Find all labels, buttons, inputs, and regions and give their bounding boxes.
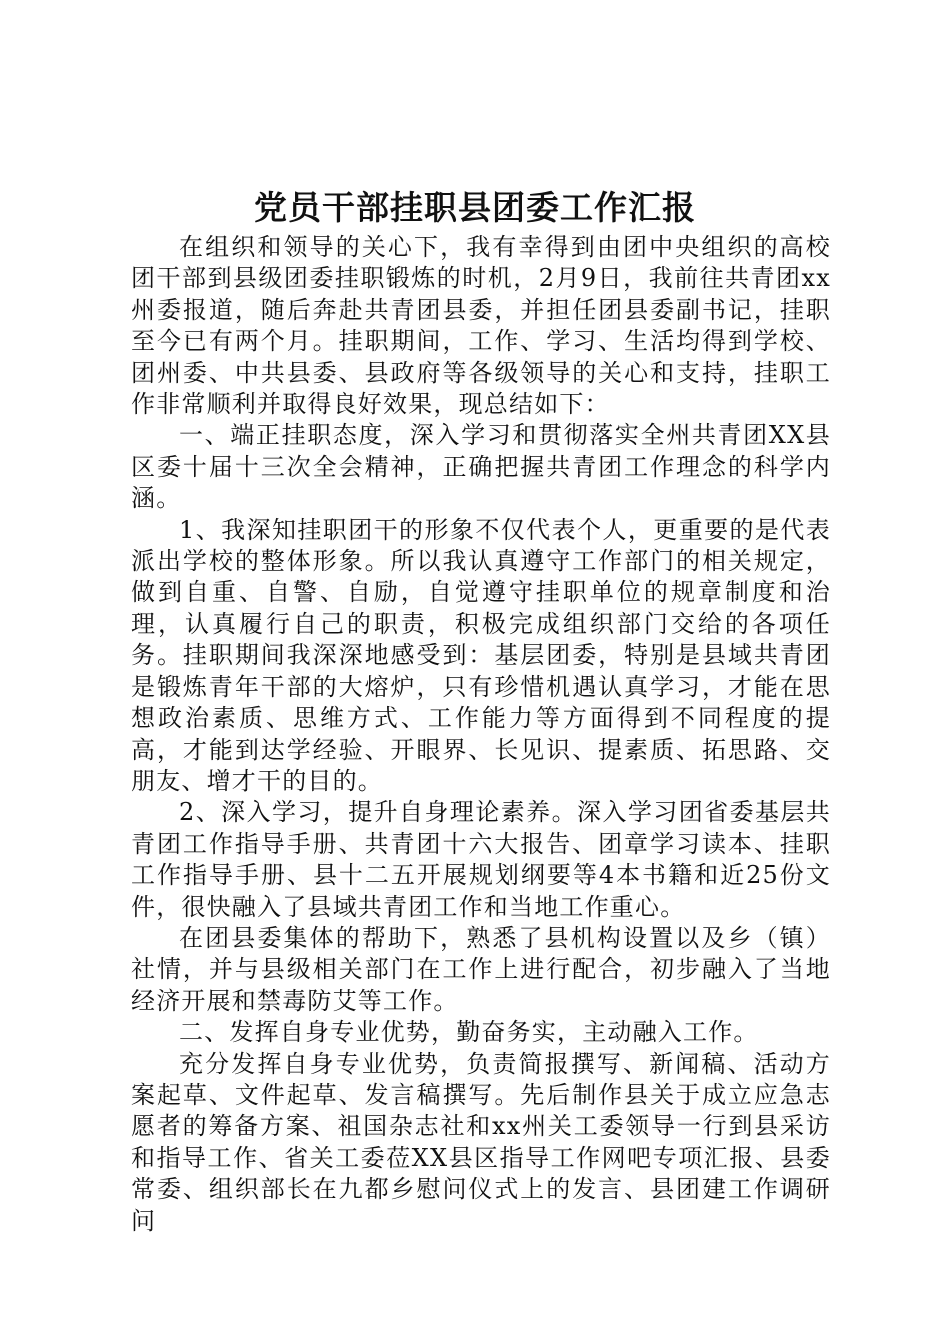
paragraph-intro: 在组织和领导的关心下，我有幸得到由团中央组织的高校团干部到县级团委挂职锻炼的时机，2月9日，我前往共青团xx州委报道，随后奔赴共青团县委，并担任团县委副书记，挂职至今已有两个月。挂职期间，工作、学习、生活均得到学校、团州委、中共县委、县政府等各级领导的关心和支持，挂职工作非常顺利并取得良好效果，现总结如下： [131,233,831,419]
paragraph-professional-work: 充分发挥自身专业优势，负责简报撰写、新闻稿、活动方案起草、文件起草、发言稿撰写。先后制作县关于成立应急志愿者的筹备方案、祖国杂志社和xx州关工委领导一行到县采访和指导工作、省关工委莅XX县区指导工作网吧专项汇报、县委常委、组织部长在九都乡慰问仪式上的发言、县团建工作调研问 [131,1049,831,1235]
paragraph-section-one-heading: 一、端正挂职态度，深入学习和贯彻落实全州共青团XX县区委十届十三次全会精神，正确把握共青团工作理念的科学内涵。 [131,421,831,513]
paragraph-item-two: 2、深入学习，提升自身理论素养。深入学习团省委基层共青团工作指导手册、共青团十六大报告、团章学习读本、挂职工作指导手册、县十二五开展规划纲要等4本书籍和近25份文件，很快融入了县域共青团工作和当地工作重心。 [131,798,831,921]
paragraph-item-one: 1、我深知挂职团干的形象不仅代表个人，更重要的是代表派出学校的整体形象。所以我认真遵守工作部门的相关规定，做到自重、自警、自励，自觉遵守挂职单位的规章制度和治理，认真履行自己的职责，积极完成组织部门交给的各项任务。挂职期间我深深地感受到：基层团委，特别是县域共青团是锻炼青年干部的大熔炉，只有珍惜机遇认真学习，才能在思想政治素质、思维方式、工作能力等方面得到不同程度的提高，才能到达学经验、开眼界、长见识、提素质、拓思路、交朋友、增才干的目的。 [131,515,831,795]
paragraph-section-two-heading: 二、发挥自身专业优势，勤奋务实，主动融入工作。 [179,1018,759,1047]
document-body [131,232,831,1237]
paragraph-county-familiarization: 在团县委集体的帮助下，熟悉了县机构设置以及乡（镇）社情，并与县级相关部门在工作上进行配合，初步融入了当地经济开展和禁毒防艾等工作。 [131,923,831,1015]
document-title: 党员干部挂职县团委工作汇报 [254,188,696,227]
